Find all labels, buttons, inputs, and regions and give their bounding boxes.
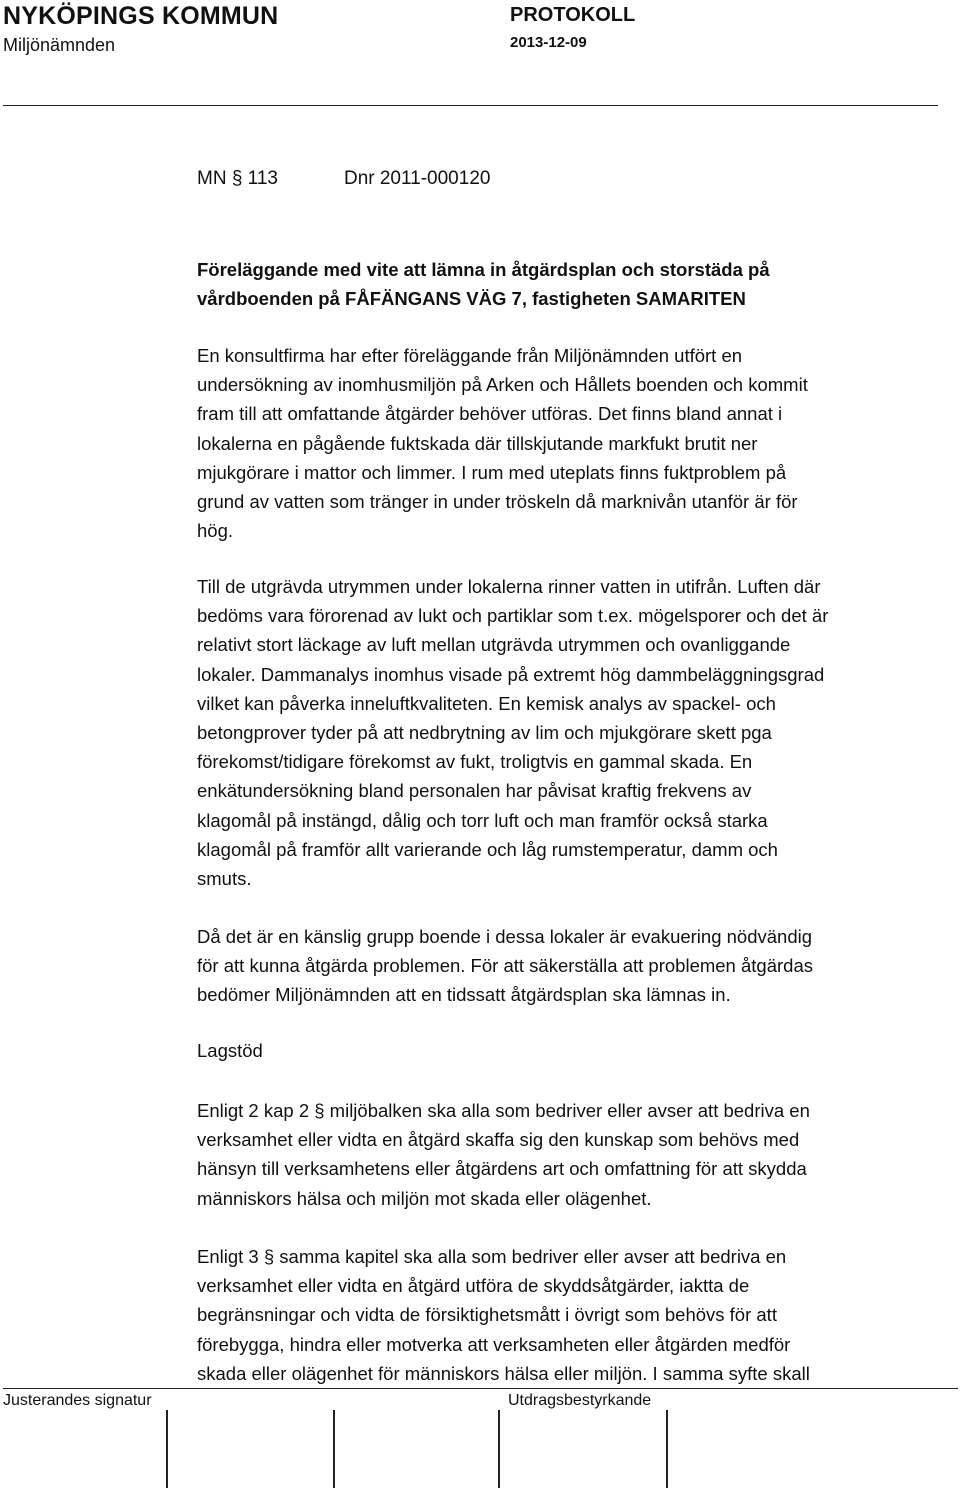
paragraph-law-2-kap-2	[197, 1096, 927, 1213]
paragraph-law-3	[197, 1242, 927, 1388]
text-line: Enligt 2 kap 2 § miljöbalken ska alla som bedriver eller avser att bedriva en	[197, 1100, 810, 1121]
text-line: människors hälsa och miljön mot skada eller olägenhet.	[197, 1187, 652, 1209]
title-line: Föreläggande med vite att lämna in åtgärdsplan och storstäda på	[197, 259, 770, 280]
text-line: för att kunna åtgärda problemen. För att säkerställa att problemen åtgärdas	[197, 955, 813, 977]
text-line: Enligt 3 § samma kapitel ska alla som bedriver eller avser att bedriva en	[197, 1246, 787, 1267]
text-line: klagomål på instängd, dålig och torr luft och man framför också starka	[197, 809, 768, 831]
signature-box-divider	[166, 1410, 168, 1488]
municipality-name: NYKÖPINGS KOMMUN	[3, 2, 279, 30]
lagstod-heading: Lagstöd	[197, 1040, 263, 1061]
signature-box-divider	[333, 1410, 335, 1488]
text-line: grund av vatten som tränger in under tröskeln då marknivån utanför är för	[197, 491, 798, 513]
paragraph-assessment	[197, 922, 927, 1010]
text-line: lokaler. Dammanalys inomhus visade på extremt hög dammbeläggningsgrad	[197, 663, 825, 685]
text-line: förebygga, hindra eller motverka att verksamheten eller åtgärden medför	[197, 1333, 791, 1355]
text-line: bedöms vara förorenad av lukt och partiklar som t.ex. mögelsporer och det är	[197, 605, 829, 627]
section-title	[197, 255, 770, 313]
signature-box-divider	[498, 1410, 500, 1488]
paragraph-findings	[197, 572, 927, 893]
case-number: MN § 113	[197, 168, 278, 189]
text-line: verksamhet eller vidta en åtgärd skaffa sig den kunskap som behövs med	[197, 1129, 800, 1151]
text-line: betongprover tyder på att nedbrytning av lim och mjukgörare skett pga	[197, 722, 772, 744]
footer-divider	[3, 1388, 958, 1389]
text-line: enkätundersökning bland personalen har påvisat kraftig frekvens av	[197, 780, 752, 802]
signature-box-divider	[666, 1410, 668, 1488]
text-line: begränsningar och vidta de försiktighetsmått i övrigt som behövs för att	[197, 1304, 777, 1326]
text-line: relativt stort läckage av luft mellan utgrävda utrymmen och ovanliggande	[197, 634, 791, 656]
text-line: skada eller olägenhet för människors hälsa eller miljön. I samma syfte skall	[197, 1362, 810, 1384]
text-line: fram till att omfattande åtgärder behöver utföras. Det finns bland annat i	[197, 403, 783, 425]
footer-extract-label: Utdragsbestyrkande	[508, 1392, 652, 1409]
footer-signature-label: Justerandes signatur	[3, 1392, 152, 1409]
paragraph-background	[197, 341, 927, 545]
text-line: hög.	[197, 520, 234, 542]
text-line: klagomål på framför allt varierande och låg rumstemperatur, damm och	[197, 838, 778, 860]
text-line: hänsyn till verksamhetens eller åtgärdens art och omfattning för att skydda	[197, 1158, 807, 1180]
case-dnr: Dnr 2011-000120	[343, 168, 491, 189]
text-line: smuts.	[197, 868, 252, 890]
text-line: lokalerna en pågående fuktskada där tillskjutande markfukt brutit ner	[197, 432, 758, 454]
text-line: mjukgörare i mattor och limmer. I rum med uteplats finns fuktproblem på	[197, 461, 787, 483]
title-line: vårdboenden på FÅFÄNGANS VÄG 7, fastigheten SAMARITEN	[197, 288, 746, 309]
case-reference	[197, 168, 490, 190]
text-line: verksamhet eller vidta en åtgärd utföra de skyddsåtgärder, iaktta de	[197, 1275, 750, 1297]
text-line: En konsultfirma har efter föreläggande från Miljönämnden utfört en	[197, 345, 743, 366]
text-line: bedömer Miljönämnden att en tidssatt åtgärdsplan ska lämnas in.	[197, 984, 731, 1006]
text-line: undersökning av inomhusmiljön på Arken och Hållets boenden och kommit	[197, 374, 808, 396]
header-divider	[3, 105, 938, 106]
document-type: PROTOKOLL	[510, 4, 636, 26]
text-line: Till de utgrävda utrymmen under lokalerna rinner vatten in utifrån. Luften där	[197, 576, 821, 597]
text-line: Då det är en känslig grupp boende i dessa lokaler är evakuering nödvändig	[197, 926, 813, 947]
committee-name: Miljönämnden	[3, 35, 116, 55]
text-line: förekomst/tidigare förekomst av fukt, troligtvis en gammal skada. En	[197, 751, 753, 773]
text-line: vilket kan påverka inneluftkvaliteten. En kemisk analys av spackel- och	[197, 692, 776, 714]
document-date: 2013-12-09	[510, 34, 587, 51]
